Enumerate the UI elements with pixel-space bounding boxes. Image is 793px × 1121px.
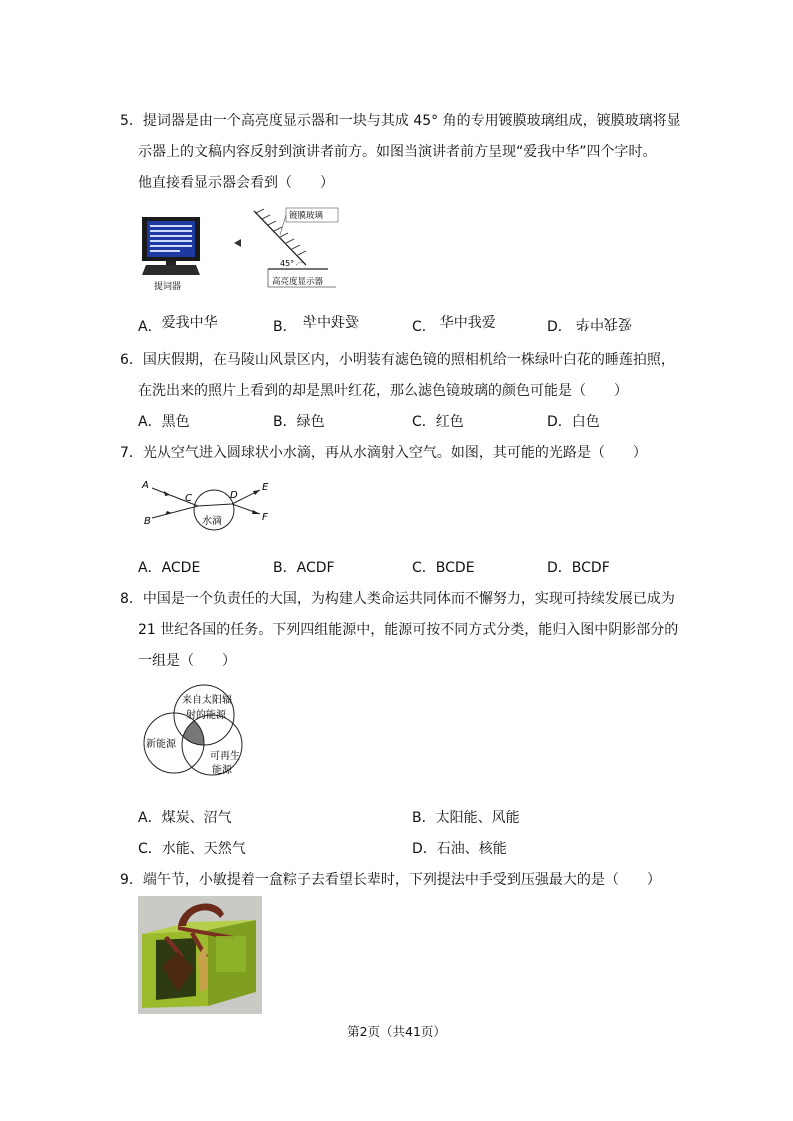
label-d: D: [230, 490, 238, 501]
label-f: F: [262, 512, 268, 523]
option-letter: D．: [547, 319, 572, 335]
q5-line2: 示器上的文稿内容反射到演讲者前方。如图当演讲者前方呈现“爱我中华”四个字时。: [138, 144, 657, 160]
drop-label: 水滴: [202, 516, 222, 527]
label-b: B: [144, 516, 151, 527]
q8-option-b[interactable]: [412, 808, 520, 828]
q7-option-c[interactable]: [412, 558, 475, 578]
option-letter: A．: [138, 414, 162, 430]
new-energy-label: 新能源: [146, 739, 176, 750]
renew-label-2: 能源: [212, 765, 232, 776]
option-text: BCDF: [571, 560, 610, 576]
q8-option-d[interactable]: [412, 839, 507, 859]
q5-option-a[interactable]: [138, 317, 218, 337]
teleprompter-figure: [140, 205, 345, 297]
q8-line2: 21 世纪各国的任务。下列四组能源中，能源可按不同方式分类，能归入图中阴影部分的: [138, 622, 679, 638]
option-letter: A．: [138, 810, 162, 826]
q7-option-d[interactable]: [547, 558, 610, 578]
q9-line1: 9．端午节，小敏提着一盒粽子去看望长辈时，下列提法中手受到压强最大的是（ ）: [120, 872, 661, 888]
q7-option-b[interactable]: [273, 558, 335, 578]
q6-option-d[interactable]: [547, 412, 600, 432]
monitor-label: 高亮度显示器: [272, 277, 324, 287]
q5-option-b[interactable]: [273, 317, 359, 337]
sun-label-2: 射的能源: [186, 710, 226, 721]
q5-line3: 他直接看显示器会看到（ ）: [138, 175, 334, 191]
label-a: A: [142, 480, 149, 491]
q6-line2: 在洗出来的照片上看到的却是黑叶红花，那么滤色镜玻璃的颜色可能是（ ）: [138, 383, 628, 399]
label-e: E: [262, 482, 269, 493]
q5-option-d[interactable]: [547, 317, 632, 337]
device-label: 提词器: [154, 282, 182, 292]
option-text: 煤炭、沼气: [161, 810, 232, 826]
option-letter: C．: [412, 319, 436, 335]
option-letter: C．: [138, 841, 162, 857]
page-footer: 第2页（共41页）: [347, 1024, 446, 1039]
q5-option-c[interactable]: [412, 317, 496, 337]
renew-label-1: 可再生: [210, 751, 240, 762]
option-letter: D．: [547, 560, 572, 576]
q6-option-b[interactable]: [273, 412, 325, 432]
option-letter: C．: [412, 414, 436, 430]
q7-line1: 7．光从空气进入圆球状小水滴，再从水滴射入空气。如图，其可能的光路是（ ）: [120, 445, 647, 461]
option-text: 爱我中华: [161, 315, 218, 331]
q5-line1: 5．提词器是由一个高亮度显示器和一块与其成 45° 角的专用镀膜玻璃组成，镀膜玻璃将显: [120, 113, 681, 129]
option-letter: D．: [547, 414, 572, 430]
option-text: BCDE: [435, 560, 475, 576]
option-letter: D．: [412, 841, 437, 857]
option-text: 华中我爱: [439, 315, 496, 331]
option-text: 红色: [435, 414, 464, 430]
energy-venn-figure: [138, 683, 258, 781]
q8-option-a[interactable]: [138, 808, 232, 828]
option-text: 白色: [571, 414, 600, 430]
q6-option-a[interactable]: [138, 412, 190, 432]
option-letter: A．: [138, 560, 162, 576]
glass-label: 镀膜玻璃: [289, 211, 324, 221]
sun-label-1: 来自太阳辐: [182, 695, 232, 706]
option-letter: B．: [273, 319, 297, 335]
angle-label: 45°: [280, 259, 295, 268]
option-letter: A．: [138, 319, 162, 335]
option-letter: C．: [412, 560, 436, 576]
q7-option-a[interactable]: [138, 558, 200, 578]
q6-line1: 6．国庆假期，在马陵山风景区内，小明装有滤色镜的照相机给一株绿叶白花的睡莲拍照，: [120, 352, 675, 368]
eye-icon: [234, 239, 241, 247]
q6-option-c[interactable]: [412, 412, 464, 432]
option-text: ACDE: [161, 560, 201, 576]
option-text: 爱我中华: [302, 315, 359, 331]
q8-line1: 8．中国是一个负责任的大国，为构建人类命运共同体而不懈努力，实现可持续发展已成为: [120, 591, 675, 607]
option-text: 爱我中华: [575, 315, 632, 331]
option-letter: B．: [412, 810, 436, 826]
option-text: 太阳能、风能: [435, 810, 520, 826]
option-text: 石油、核能: [436, 841, 507, 857]
zongzi-box-photo: [138, 896, 262, 1014]
option-text: 绿色: [296, 414, 325, 430]
option-text: ACDF: [296, 560, 335, 576]
teleprompter-device-icon: [142, 217, 200, 275]
option-letter: B．: [273, 560, 297, 576]
option-letter: B．: [273, 414, 297, 430]
option-text: 水能、天然气: [161, 841, 246, 857]
label-c: C: [185, 493, 192, 504]
q8-line3: 一组是（ ）: [138, 653, 236, 669]
option-text: 黑色: [161, 414, 190, 430]
water-drop-figure: [140, 474, 280, 538]
q8-option-c[interactable]: [138, 839, 246, 859]
